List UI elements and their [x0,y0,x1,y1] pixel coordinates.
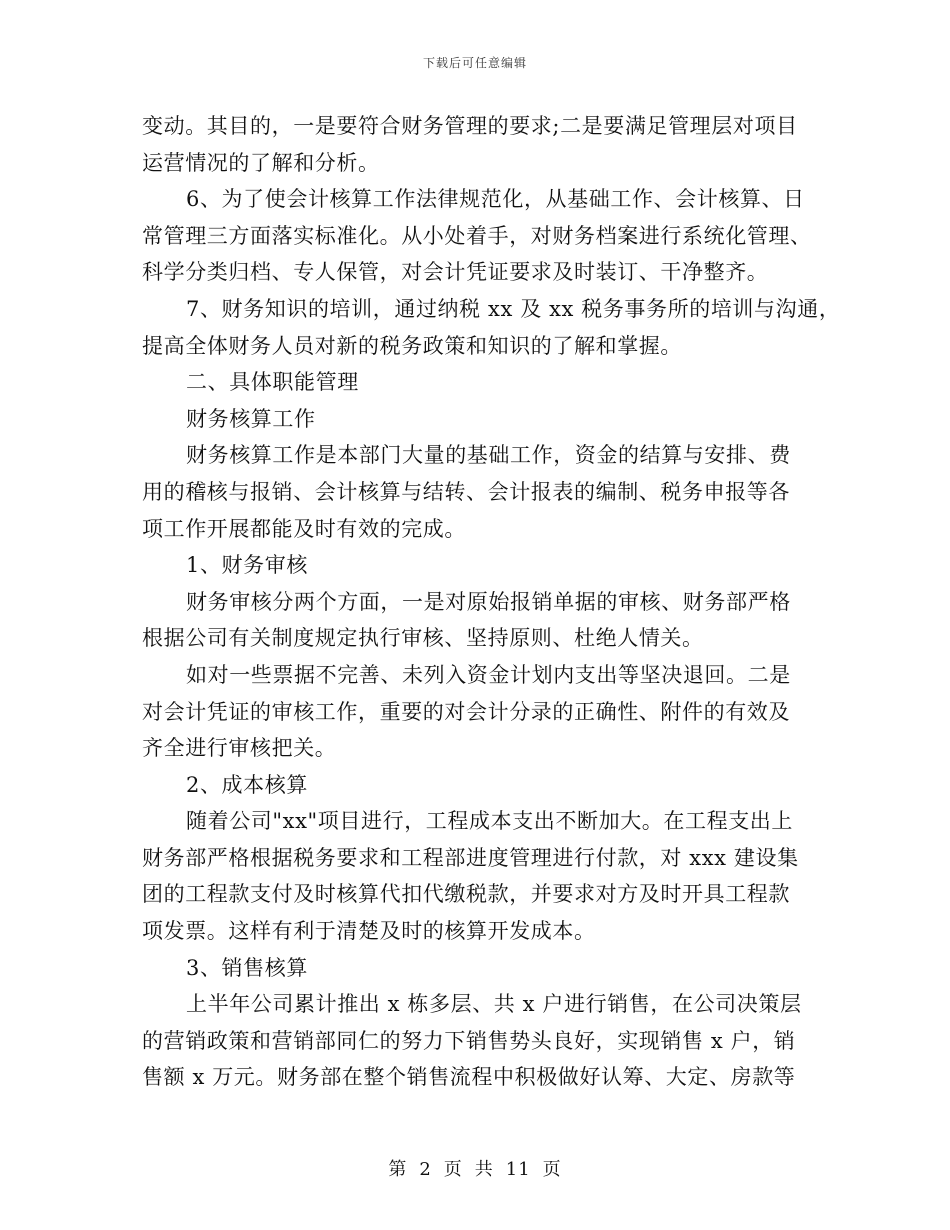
page-footer [0,1155,950,1181]
text-line: 齐全进行审核把关。 [142,736,337,761]
text-line: 随着公司"xx"项目进行，工程成本支出不断加大。在工程支出上 [186,809,794,834]
footer-page-prefix: 第 [388,1159,408,1180]
text-line: 的营销政策和营销部同仁的努力下销售势头良好，实现销售 x 户，销 [142,1028,796,1053]
text-line: 项发票。这样有利于清楚及时的核算开发成本。 [142,919,596,944]
text-line: 7、财务知识的培训，通过纳税 xx 及 xx 税务事务所的培训与沟通， [186,296,841,321]
text-line: 运营情况的了解和分析。 [142,150,380,175]
text-line: 1、财务审核 [186,553,308,578]
footer-page-middle: 页 [443,1159,463,1180]
footer-total-suffix: 页 [542,1159,562,1180]
text-line: 3、销售核算 [186,955,308,980]
text-line: 根据公司有关制度规定执行审核、坚持原则、杜绝人情关。 [142,626,704,651]
text-line: 科学分类归档、专人保管，对会计凭证要求及时装订、干净整齐。 [142,260,769,285]
text-line: 用的稽核与报销、会计核算与结转、会计报表的编制、税务申报等各 [142,479,790,504]
page-header: 下载后可任意编辑 [422,56,527,70]
text-line: 财务部严格根据税务要求和工程部进度管理进行付款，对 xxx 建设集 [142,845,799,870]
text-line: 6、为了使会计核算工作法律规范化，从基础工作、会计核算、日 [186,187,805,212]
text-line: 财务审核分两个方面，一是对原始报销单据的审核、财务部严格 [186,589,791,614]
text-line: 2、成本核算 [186,772,308,797]
text-line: 财务核算工作 [186,406,316,431]
text-line: 如对一些票据不完善、未列入资金计划内支出等坚决退回。二是 [186,662,791,687]
text-line: 二、具体职能管理 [186,370,359,395]
text-line: 售额 x 万元。财务部在整个销售流程中积极做好认筹、大定、房款等 [142,1065,796,1090]
footer-page-number: 2 [419,1159,432,1180]
text-line: 上半年公司累计推出 x 栋多层、共 x 户进行销售，在公司决策层 [186,992,802,1017]
text-line: 财务核算工作是本部门大量的基础工作，资金的结算与安排、费 [186,443,791,468]
document-body [142,108,841,1096]
text-line: 项工作开展都能及时有效的完成。 [142,516,466,541]
footer-total-prefix: 共 [474,1159,494,1180]
footer-total-pages: 11 [505,1159,531,1180]
text-line: 提高全体财务人员对新的税务政策和知识的了解和掌握。 [142,333,682,358]
text-line: 变动。其目的，一是要符合财务管理的要求;二是要满足管理层对项目 [142,114,798,138]
text-line: 常管理三方面落实标准化。从小处着手，对财务档案进行系统化管理、 [142,223,812,248]
text-line: 团的工程款支付及时核算代扣代缴税款，并要求对方及时开具工程款 [142,882,790,907]
text-line: 对会计凭证的审核工作，重要的对会计分录的正确性、附件的有效及 [142,699,790,724]
